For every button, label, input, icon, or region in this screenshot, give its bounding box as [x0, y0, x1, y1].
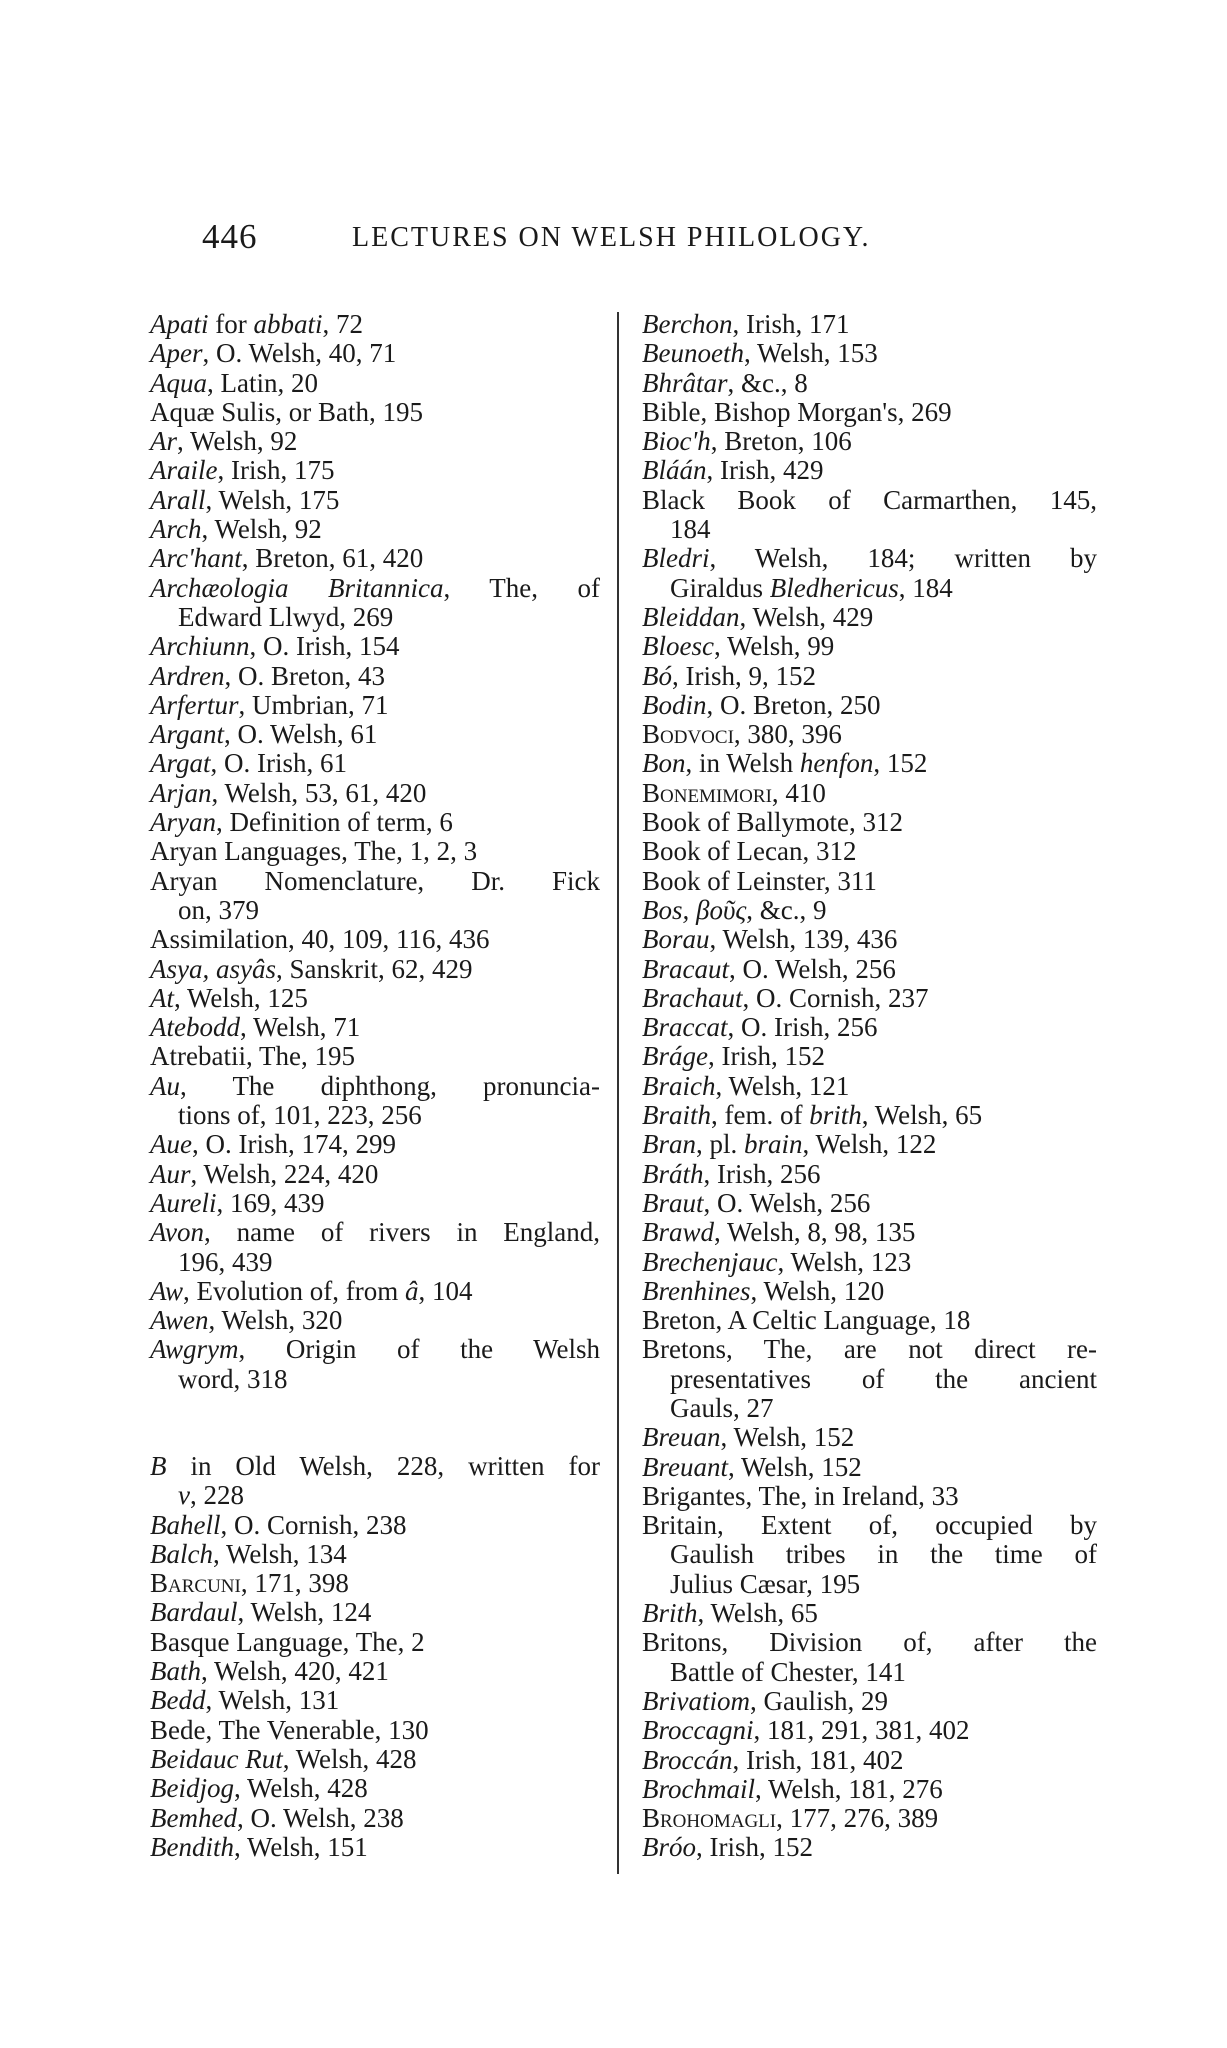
index-entry: Aryan Nomenclature, Dr. Fick on, 379: [150, 865, 600, 925]
index-entry: Brigantes, The, in Ireland, 33: [642, 1480, 959, 1511]
index-entry: Bloesc, Welsh, 99: [642, 631, 835, 662]
index-entry: Bede, The Venerable, 130: [150, 1714, 429, 1745]
index-entry: Bledri, Welsh, 184; written by Giraldus Bledhericus, 184: [642, 543, 1097, 603]
index-entry: Bráth, Irish, 256: [642, 1158, 821, 1189]
index-entry: Breton, A Celtic Language, 18: [642, 1305, 971, 1336]
index-entry: Arfertur, Umbrian, 71: [150, 689, 389, 720]
index-entry: Brenhines, Welsh, 120: [642, 1275, 885, 1306]
index-entry: Arc'hant, Breton, 61, 420: [150, 543, 424, 574]
index-column-right: [642, 310, 1097, 1863]
index-entry: Bemhed, O. Welsh, 238: [150, 1802, 404, 1833]
section-gap: [150, 1394, 600, 1452]
index-entry: Bardaul, Welsh, 124: [150, 1597, 372, 1628]
index-entry: Bó, Irish, 9, 152: [642, 660, 816, 691]
index-entry: Atebodd, Welsh, 71: [150, 1012, 361, 1043]
index-entry: Brechenjauc, Welsh, 123: [642, 1246, 912, 1277]
index-entry: Aw, Evolution of, from â, 104: [150, 1275, 473, 1306]
index-entry: Bróo, Irish, 152: [642, 1832, 813, 1863]
index-entry: Bos, βοῦς, &c., 9: [642, 894, 827, 925]
index-entry: Aper, O. Welsh, 40, 71: [150, 338, 397, 369]
index-entry: Ardren, O. Breton, 43: [150, 660, 385, 691]
index-entry: Assimilation, 40, 109, 116, 436: [150, 924, 490, 955]
index-entry: Aqua, Latin, 20: [150, 367, 318, 398]
index-entry: Berchon, Irish, 171: [642, 309, 850, 339]
index-entry: Archæologia Britannica, The, of Edward Llwyd, 269: [150, 572, 601, 632]
page-number: 446: [202, 217, 258, 256]
index-entry: Bodin, O. Breton, 250: [642, 689, 881, 720]
index-entry: Bath, Welsh, 420, 421: [150, 1656, 389, 1687]
index-entry: Bhrâtar, &c., 8: [642, 367, 808, 398]
index-entry: Balch, Welsh, 134: [150, 1538, 347, 1569]
index-entry: Bráge, Irish, 152: [642, 1041, 825, 1072]
index-entry: B in Old Welsh, 228, written for v, 228: [150, 1450, 600, 1511]
index-entry: Archiunn, O. Irish, 154: [150, 631, 400, 662]
index-entry: Breuan, Welsh, 152: [642, 1422, 855, 1453]
index-entry: Au, The diphthong, pronuncia- tions of, 101, 223, 256: [150, 1070, 600, 1131]
index-entry: Breuant, Welsh, 152: [642, 1451, 862, 1482]
index-entry: Braich, Welsh, 121: [642, 1070, 850, 1101]
index-column-left: [150, 310, 600, 1862]
index-entry: Argat, O. Irish, 61: [150, 748, 347, 779]
index-entry: Bodvoci, 380, 396: [642, 719, 842, 750]
index-entry: Basque Language, The, 2: [150, 1626, 425, 1657]
index-entry: Brohomagli, 177, 276, 389: [642, 1803, 939, 1834]
index-entry: Aryan, Definition of term, 6: [150, 807, 453, 838]
index-entry: Beunoeth, Welsh, 153: [642, 338, 878, 369]
index-entry: Braut, O. Welsh, 256: [642, 1187, 871, 1218]
index-entry: Black Book of Carmarthen, 145, 184: [642, 484, 1097, 545]
index-entry: Arjan, Welsh, 53, 61, 420: [150, 777, 427, 808]
index-entry: Aureli, 169, 439: [150, 1187, 325, 1218]
index-entry: Aquæ Sulis, or Bath, 195: [150, 396, 424, 427]
index-entry: Book of Leinster, 311: [642, 865, 877, 896]
index-entry: Brith, Welsh, 65: [642, 1598, 818, 1629]
index-entry: Atrebatii, The, 195: [150, 1041, 355, 1072]
index-entry: Bon, in Welsh henfon, 152: [642, 748, 928, 779]
index-entry: Bonemimori, 410: [642, 777, 826, 808]
index-entry: At, Welsh, 125: [150, 982, 308, 1013]
index-entry: Braith, fem. of brith, Welsh, 65: [642, 1100, 983, 1131]
index-entry: Awen, Welsh, 320: [150, 1305, 343, 1336]
index-entry: Asya, asyâs, Sanskrit, 62, 429: [150, 953, 473, 984]
index-entry: Aryan Languages, The, 1, 2, 3: [150, 836, 478, 867]
index-entry: Bendith, Welsh, 151: [150, 1831, 368, 1862]
index-entry: Britons, Division of, after the Battle of Chester, 141: [642, 1627, 1097, 1687]
index-entry: Braccat, O. Irish, 256: [642, 1012, 878, 1043]
column-divider: [617, 312, 619, 1874]
index-entry: Aur, Welsh, 224, 420: [150, 1158, 379, 1189]
index-entry: Brawd, Welsh, 8, 98, 135: [642, 1217, 916, 1248]
index-entry: Brachaut, O. Cornish, 237: [642, 982, 929, 1013]
index-entry: Bran, pl. brain, Welsh, 122: [642, 1129, 937, 1160]
index-entry: Apati for abbati, 72: [150, 309, 363, 339]
index-entry: Bretons, The, are not direct re- presentatives of the ancient Gauls, 27: [642, 1334, 1097, 1423]
index-entry: Brivatiom, Gaulish, 29: [642, 1685, 888, 1716]
index-entry: Book of Ballymote, 312: [642, 807, 903, 838]
index-entry: Argant, O. Welsh, 61: [150, 719, 378, 750]
index-entry: Beidjog, Welsh, 428: [150, 1773, 368, 1804]
index-entry: Bahell, O. Cornish, 238: [150, 1509, 407, 1540]
index-entry: Bláán, Irish, 429: [642, 455, 824, 486]
running-title: LECTURES ON WELSH PHILOLOGY.: [352, 222, 871, 253]
index-entry: Bracaut, O. Welsh, 256: [642, 953, 896, 984]
index-entry: Avon, name of rivers in England, 196, 439: [150, 1217, 600, 1277]
index-entry: Aue, O. Irish, 174, 299: [150, 1129, 396, 1160]
index-entry: Bible, Bishop Morgan's, 269: [642, 396, 952, 427]
index-entry: Broccagni, 181, 291, 381, 402: [642, 1715, 970, 1746]
index-entry: Bioc'h, Breton, 106: [642, 426, 852, 457]
index-entry: Borau, Welsh, 139, 436: [642, 924, 898, 955]
index-entry: Book of Lecan, 312: [642, 836, 857, 867]
index-entry: Beidauc Rut, Welsh, 428: [150, 1743, 417, 1774]
index-entry: Britain, Extent of, occupied by Gaulish tribes in the time of Julius Cæsar, 195: [642, 1510, 1097, 1599]
index-entry: Ar, Welsh, 92: [150, 426, 298, 457]
index-entry: Barcuni, 171, 398: [150, 1568, 349, 1599]
index-entry: Araile, Irish, 175: [150, 455, 335, 486]
index-entry: Bedd, Welsh, 131: [150, 1685, 340, 1716]
index-entry: Awgrym, Origin of the Welsh word, 318: [150, 1334, 600, 1394]
index-entry: Broccán, Irish, 181, 402: [642, 1744, 904, 1775]
index-entry: Arch, Welsh, 92: [150, 514, 322, 545]
index-entry: Arall, Welsh, 175: [150, 484, 340, 515]
index-entry: Brochmail, Welsh, 181, 276: [642, 1773, 943, 1804]
index-entry: Bleiddan, Welsh, 429: [642, 601, 874, 632]
